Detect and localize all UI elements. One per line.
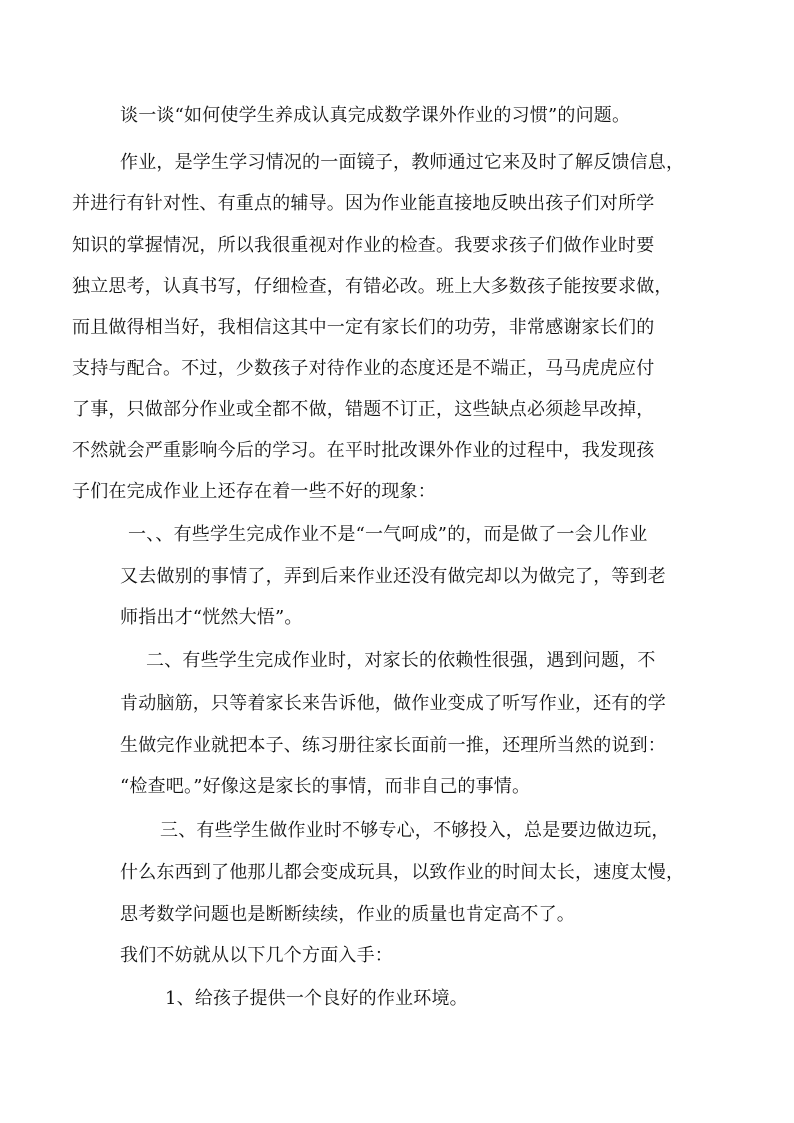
point-one-line: 1、给孩子提供一个良好的作业环境。 bbox=[165, 988, 468, 1009]
item-one-line: 一、、有些学生完成作业不是“一气呵成”的，而是做了一会儿作业 bbox=[128, 524, 648, 545]
item-two-line: 生做完作业就把本子、练习册往家长面前一推，还理所当然的说到： bbox=[120, 735, 666, 756]
intro-line: 知识的掌握情况，所以我很重视对作业的检查。我要求孩子们做作业时要 bbox=[72, 235, 655, 256]
intro-line: 子们在完成作业上还存在着一些不好的现象： bbox=[72, 481, 436, 502]
item-three-line: 思考数学问题也是断断续续，作业的质量也肯定高不了。 bbox=[120, 904, 575, 925]
intro-line: 独立思考，认真书写，仔细检查，有错必改。班上大多数孩子能按要求做， bbox=[72, 276, 673, 297]
item-one-line: 又去做别的事情了，弄到后来作业还没有做完却以为做完了，等到老 bbox=[120, 566, 666, 587]
item-three-line: 三、有些学生做作业时不够专心，不够投入，总是要边做边玩， bbox=[160, 820, 670, 841]
intro-line: 而且做得相当好，我相信这其中一定有家长们的功劳，非常感谢家长们的 bbox=[72, 317, 655, 338]
item-one-line: 师指出才“恍然大悟”。 bbox=[120, 607, 303, 628]
transition-line: 我们不妨就从以下几个方面入手： bbox=[120, 945, 393, 966]
document-title: 谈一谈“如何使学生养成认真完成数学课外作业的习惯”的问题。 bbox=[120, 105, 631, 126]
item-three-line: 什么东西到了他那儿都会变成玩具，以致作业的时间太长，速度太慢， bbox=[120, 862, 685, 883]
intro-line: 了事，只做部分作业或全都不做，错题不订正，这些缺点必须趁早改掉， bbox=[72, 399, 655, 420]
intro-line: 不然就会严重影响今后的学习。在平时批改课外作业的过程中，我发现孩 bbox=[72, 440, 655, 461]
intro-line: 作业，是学生学习情况的一面镜子，教师通过它来及时了解反馈信息， bbox=[120, 152, 685, 173]
item-two-line: “检查吧。”好像这是家长的事情，而非自己的事情。 bbox=[120, 776, 531, 797]
intro-line: 并进行有针对性、有重点的辅导。因为作业能直接地反映出孩子们对所学 bbox=[72, 193, 655, 214]
item-two-line: 二、有些学生完成作业时，对家长的依赖性很强，遇到问题，不 bbox=[146, 650, 656, 671]
item-two-line: 肯动脑筋，只等着家长来告诉他，做作业变成了听写作业，还有的学 bbox=[120, 693, 666, 714]
intro-line: 支持与配合。不过，少数孩子对待作业的态度还是不端正，马马虎虎应付 bbox=[72, 358, 655, 379]
